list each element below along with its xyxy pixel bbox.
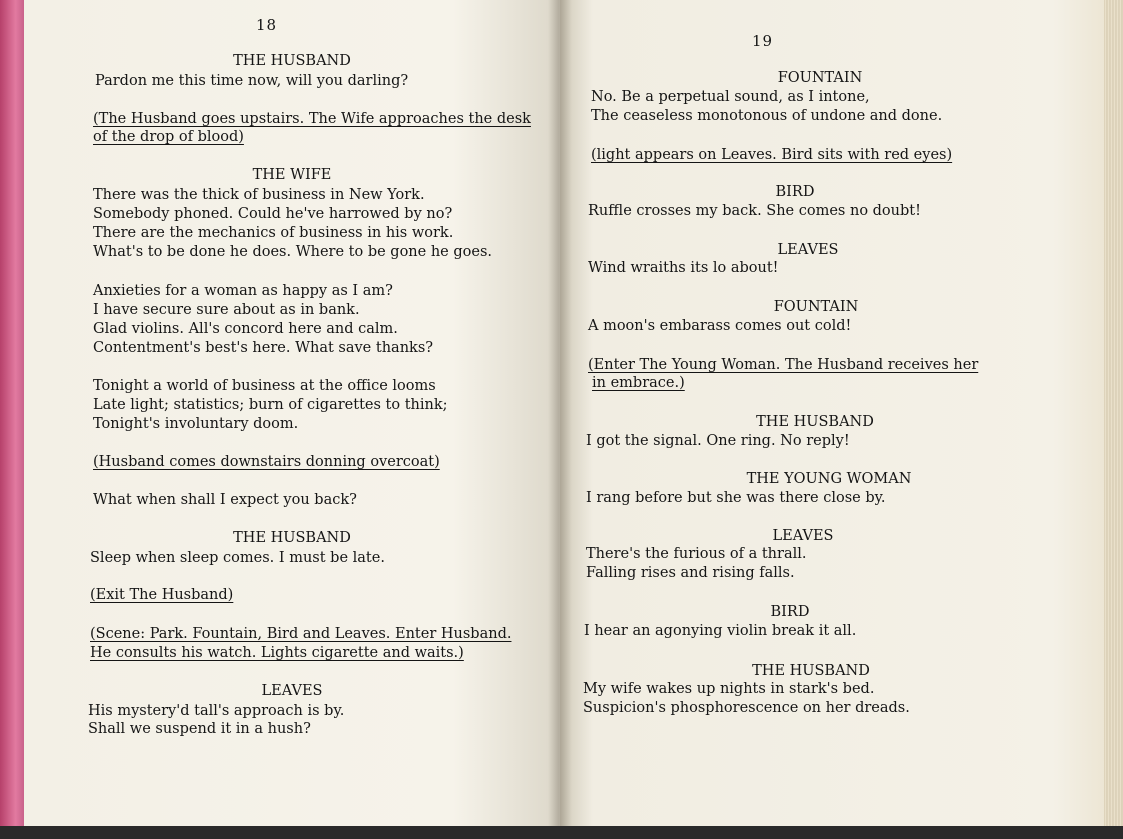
page-number: 18 [256, 16, 278, 34]
stage-direction: (Enter The Young Woman. The Husband receives her [588, 357, 979, 373]
book-spine [548, 0, 572, 832]
dialogue-line: I rang before but she was there close by. [586, 490, 886, 506]
speaker-heading: THE YOUNG WOMAN [746, 471, 912, 487]
dialogue-line: I have secure sure about as in bank. [93, 302, 360, 318]
stage-direction: of the drop of blood) [93, 129, 244, 145]
dialogue-line: His mystery'd tall's approach is by. [88, 703, 345, 719]
speaker-heading: FOUNTAIN [773, 299, 859, 315]
dialogue-line: Anxieties for a woman as happy as I am? [93, 283, 393, 299]
dialogue-line: I hear an agonying violin break it all. [584, 623, 857, 639]
dialogue-line: Falling rises and rising falls. [586, 565, 795, 581]
dialogue-line: The ceaseless monotonous of undone and done. [591, 108, 943, 124]
speaker-heading: THE HUSBAND [752, 663, 870, 679]
page-edges [1104, 0, 1123, 832]
scan-background [0, 826, 1123, 839]
right-page [560, 0, 1108, 832]
book-edge [0, 0, 26, 839]
dialogue-line: Sleep when sleep comes. I must be late. [90, 550, 385, 566]
dialogue-line: Tonight a world of business at the office looms [93, 378, 436, 394]
dialogue-line: Tonight's involuntary doom. [93, 416, 299, 432]
dialogue-line: There are the mechanics of business in his work. [93, 225, 454, 241]
speaker-heading: BIRD [770, 604, 810, 620]
dialogue-line: What when shall I expect you back? [93, 492, 357, 508]
dialogue-line: Somebody phoned. Could he've harrowed by no? [93, 206, 453, 222]
dialogue-line: Pardon me this time now, will you darling? [95, 73, 409, 89]
dialogue-line: A moon's embarass comes out cold! [588, 318, 852, 334]
stage-direction: He consults his watch. Lights cigarette and waits.) [90, 645, 464, 661]
speaker-heading: LEAVES [772, 528, 834, 544]
dialogue-line: Contentment's best's here. What save thanks? [93, 340, 434, 356]
dialogue-line: I got the signal. One ring. No reply! [586, 433, 850, 449]
dialogue-line: There was the thick of business in New York. [93, 187, 425, 203]
dialogue-line: What's to be done he does. Where to be gone he goes. [93, 244, 493, 260]
dialogue-line: Wind wraiths its lo about! [588, 260, 779, 276]
stage-direction: (Exit The Husband) [90, 587, 234, 603]
speaker-heading: THE HUSBAND [233, 53, 351, 69]
speaker-heading: BIRD [775, 184, 815, 200]
stage-direction: in embrace.) [592, 375, 685, 391]
speaker-heading: THE WIFE [252, 167, 332, 183]
speaker-heading: THE HUSBAND [233, 530, 351, 546]
stage-direction: (light appears on Leaves. Bird sits with red eyes) [591, 147, 953, 163]
dialogue-line: Glad violins. All's concord here and calm. [93, 321, 398, 337]
dialogue-line: Late light; statistics; burn of cigarettes to think; [93, 397, 448, 413]
speaker-heading: THE HUSBAND [756, 414, 874, 430]
stage-direction: (Scene: Park. Fountain, Bird and Leaves. Enter Husband. [90, 626, 512, 642]
dialogue-line: Suspicion's phosphorescence on her dreads. [583, 700, 910, 716]
stage-direction: (Husband comes downstairs donning overcoat) [93, 454, 440, 470]
dialogue-line: Shall we suspend it in a hush? [88, 721, 311, 737]
dialogue-line: My wife wakes up nights in stark's bed. [583, 681, 875, 697]
dialogue-line: Ruffle crosses my back. She comes no doubt! [588, 203, 921, 219]
dialogue-line: There's the furious of a thrall. [586, 546, 807, 562]
speaker-heading: LEAVES [261, 683, 323, 699]
speaker-heading: FOUNTAIN [777, 70, 863, 86]
stage-direction: (The Husband goes upstairs. The Wife approaches the desk [93, 111, 531, 127]
speaker-heading: LEAVES [777, 242, 839, 258]
page-number: 19 [752, 32, 774, 50]
dialogue-line: No. Be a perpetual sound, as I intone, [591, 89, 870, 105]
left-page [24, 0, 560, 832]
